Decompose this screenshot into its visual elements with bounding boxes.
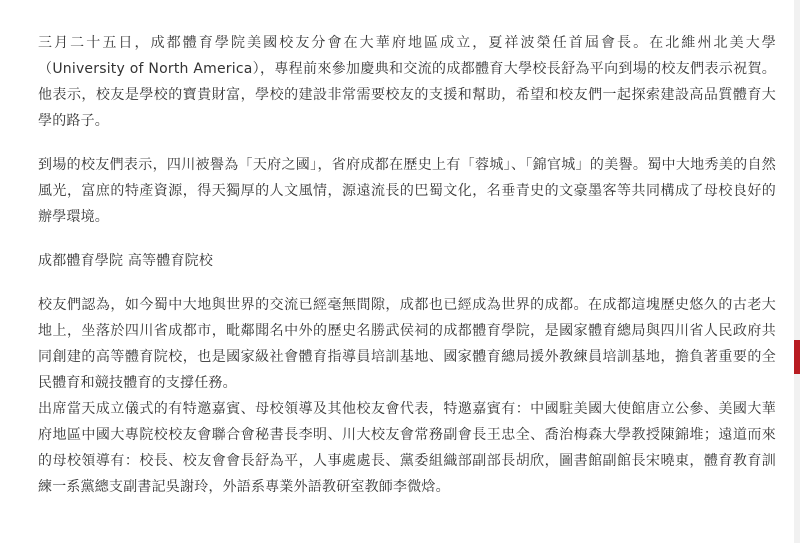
paragraph-university-intro: 校友們認為，如今蜀中大地與世界的交流已經毫無間隙，成都也已經成為世界的成都。在成都這塊歷史悠久的古老大地上，坐落於四川省成都市，毗鄰聞名中外的歷史名勝武侯祠的成都體育學院，是國家體育總局與四川省人民政府共同創建的高等體育院校，也是國家級社會體育指導員培訓基地、國家體育總局援外教練員培訓基地，擔負著重要的全民體育和競技體育的支撐任務。 [38,297,776,391]
page-scrollbar[interactable] [794,0,800,543]
paragraph-alumni-remarks: 到場的校友們表示，四川被譽為「天府之國」，省府成都在歷史上有「蓉城」、「錦官城」的美譽。蜀中大地秀美的自然風光，富庶的特產資源，得天獨厚的人文風情，源遠流長的巴蜀文化，名垂青史的文豪墨客等共同構成了母校良好的辦學環境。 [38,157,776,225]
scroll-marker[interactable] [794,340,800,374]
article-body [38,30,776,500]
paragraph-attendees: 出席當天成立儀式的有特邀嘉賓、母校領導及其他校友會代表，特邀嘉賓有：中國駐美國大使館唐立公參、美國大華府地區中國大專院校校友會聯合會秘書長李明、川大校友會常務副會長王忠全、喬治梅森大學教授陳錦堆；遠道而來的母校領導有：校長、校友會會長舒為平，人事處處長、黨委組織部副部長胡欣，圖書館副館長宋曉東，體育教育訓練一系黨總支副書記吳謝玲，外語系專業外語教研室教師李微焓。 [38,401,776,495]
paragraph-founding: 三月二十五日，成都體育學院美國校友分會在大華府地區成立，夏祥波榮任首屆會長。在北維州北美大學（University of North America），專程前來參加慶典和交流的成都體育大學校長舒為平向到場的校友們表示祝賀。他表示，校友是學校的寶貴財富，學校的建設非常需要校友的支援和幫助，希望和校友們一起探索建設高品質體育大學的路子。 [38,35,776,129]
paragraph-subheading: 成都體育學院 高等體育院校 [38,253,214,269]
